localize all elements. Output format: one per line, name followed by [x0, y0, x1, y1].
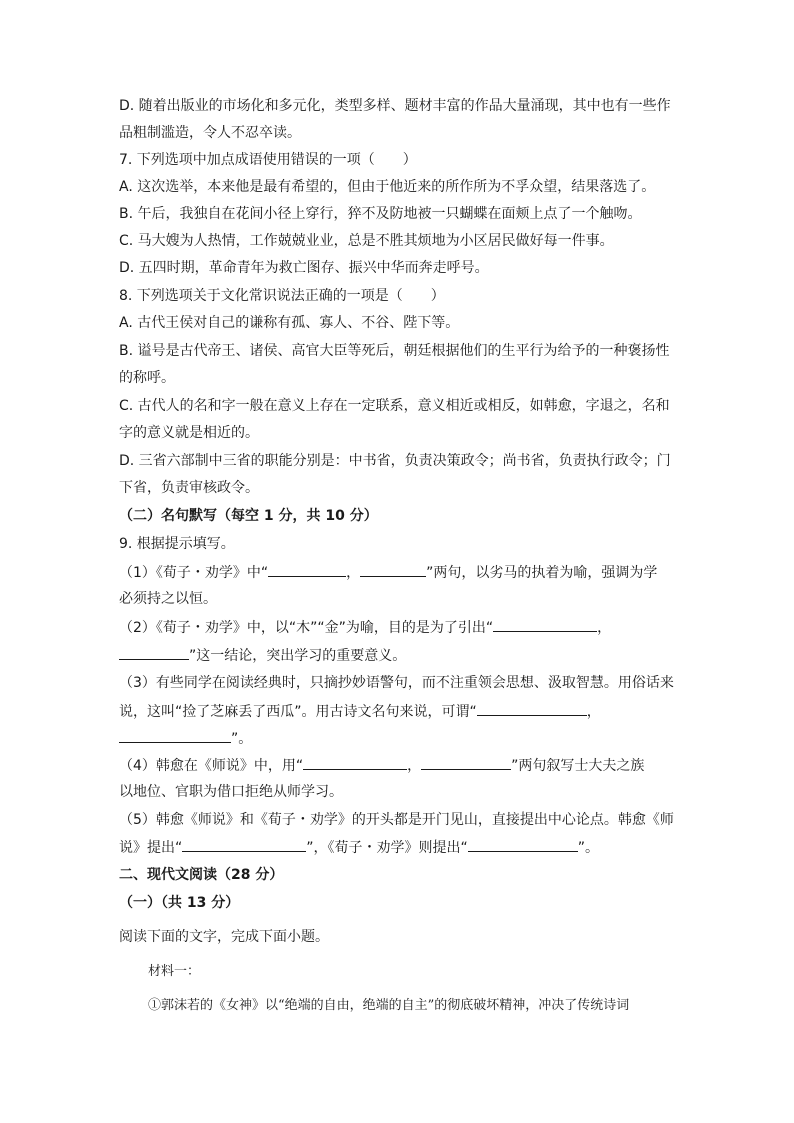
item-5-line1: （5）韩愈《师说》和《荀子・劝学》的开头都是开门见山，直接提出中心论点。韩愈《师: [119, 812, 674, 828]
question-7-option-b: B. 午后，我独自在花间小径上穿行，猝不及防地被一只蝴蝶在面颊上点了一个触吻。: [119, 206, 642, 222]
answer-blank[interactable]: [493, 617, 597, 632]
part-heading-modern-reading: 二、现代文阅读（28 分）: [119, 867, 284, 883]
answer-blank[interactable]: [119, 645, 189, 660]
item-5-line2: [119, 837, 599, 858]
answer-blank[interactable]: [268, 562, 346, 577]
question-8-option-d-line2: 下省，负责审核政令。: [119, 480, 259, 496]
question-7-option-c: C. 马大嫂为人热情，工作兢兢业业，总是不胜其烦地为小区居民做好每一件事。: [119, 233, 614, 249]
item-4-text-c: ”两句叙写士大夫之族: [511, 758, 645, 774]
material-paragraph-1: ①郭沫若的《女神》以“绝端的自由，绝端的自主”的彻底破坏精神，冲决了传统诗词: [148, 998, 630, 1013]
answer-blank[interactable]: [360, 562, 426, 577]
item-2-text-b: ，: [597, 620, 612, 636]
option-d-line2: 品粗制滥造，令人不忍卒读。: [119, 125, 301, 141]
item-5-text-c: ”。: [577, 840, 600, 856]
reading-instruction: 阅读下面的文字，完成下面小题。: [119, 929, 329, 945]
question-8-option-b-line2: 的称呼。: [119, 370, 175, 386]
answer-blank[interactable]: [477, 701, 587, 716]
item-1-line1: [119, 562, 657, 583]
question-7-option-d: D. 五四时期，革命青年为救亡图存、振兴中华而奔走呼号。: [119, 260, 489, 276]
item-2-text-c: ”这一结论，突出学习的重要意义。: [189, 648, 407, 664]
question-8-option-c-line1: C. 古代人的名和字一般在意义上存在一定联系，意义相近或相反，如韩愈，字退之，名和: [119, 398, 670, 414]
answer-blank[interactable]: [119, 728, 231, 743]
answer-blank[interactable]: [182, 837, 306, 852]
question-8-option-a: A. 古代王侯对自己的谦称有孤、寡人、不谷、陛下等。: [119, 315, 460, 331]
answer-blank[interactable]: [421, 755, 511, 770]
item-2-text-a: （2）《荀子・劝学》中，以“木”“金”为喻，目的是为了引出“: [119, 620, 494, 636]
subsection-heading: （一）（共 13 分）: [119, 895, 240, 911]
item-5-text-a: 说》提出“: [119, 840, 183, 856]
material-label: 材料一：: [148, 964, 201, 979]
item-3-line2: [119, 701, 601, 722]
question-8-option-d-line1: D. 三省六部制中三省的职能分别是：中书省，负责决策政令；尚书省，负责执行政令；门: [119, 453, 671, 469]
question-9: 9. 根据提示填写。: [119, 536, 235, 552]
item-3-text-a: 说，这叫“捡了芝麻丢了西瓜”。用古诗文名句来说，可谓“: [119, 704, 477, 720]
item-3-text-c: ”。: [231, 731, 253, 747]
item-1-text-b: ，: [346, 565, 361, 581]
section-heading-quotes: （二）名句默写（每空 1 分，共 10 分）: [119, 508, 378, 524]
option-d-line1: D. 随着出版业的市场化和多元化，类型多样、题材丰富的作品大量涌现，其中也有一些作: [119, 98, 671, 114]
item-1-text-a: （1）《荀子・劝学》中“: [119, 565, 269, 581]
question-8: 8. 下列选项关于文化常识说法正确的一项是（ ）: [119, 288, 445, 304]
question-7: 7. 下列选项中加点成语使用错误的一项（ ）: [119, 152, 417, 168]
item-4-text-a: （4）韩愈在《师说》中，用“: [119, 758, 304, 774]
item-3-line1: （3）有些同学在阅读经典时，只摘抄妙语警句，而不注重领会思想、汲取智慧。用俗话来: [119, 675, 674, 691]
item-4-line2: 以地位、官职为借口拒绝从师学习。: [119, 784, 343, 800]
item-5-text-b: ”，《荀子・劝学》则提出“: [306, 840, 468, 856]
item-2-line1: [119, 617, 611, 638]
question-8-option-b-line1: B. 谥号是古代帝王、诸侯、高官大臣等死后，朝廷根据他们的生平行为给予的一种褒扬性: [119, 343, 670, 359]
item-1-line2: 必须持之以恒。: [119, 591, 217, 607]
answer-blank[interactable]: [468, 837, 578, 852]
question-8-option-c-line2: 字的意义就是相近的。: [119, 425, 259, 441]
item-3-line3: [119, 728, 252, 749]
item-2-line2: [119, 645, 406, 666]
question-7-option-a: A. 这次选举，本来他是最有希望的，但由于他近来的所作所为不孚众望，结果落选了。: [119, 179, 656, 195]
answer-blank[interactable]: [303, 755, 407, 770]
item-4-text-b: ，: [407, 758, 422, 774]
item-1-text-c: ”两句，以劣马的执着为喻，强调为学: [426, 565, 658, 581]
item-3-text-b: ，: [586, 704, 601, 720]
item-4-line1: [119, 755, 644, 776]
